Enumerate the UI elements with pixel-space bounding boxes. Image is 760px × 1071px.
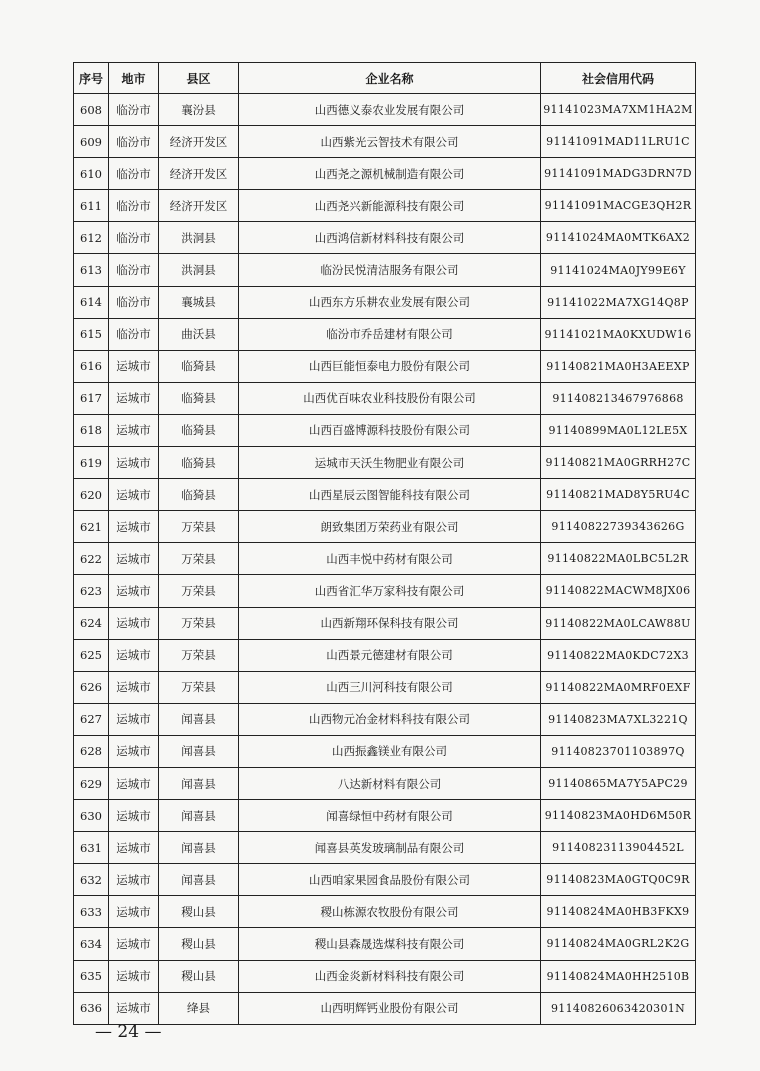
cell-county: 万荣县	[159, 607, 239, 639]
cell-credit-code: 91140824MA0HB3FKX9	[541, 896, 696, 928]
cell-city: 临汾市	[109, 318, 159, 350]
cell-credit-code: 91140822MA0KDC72X3	[541, 639, 696, 671]
cell-serial-number: 609	[74, 126, 109, 158]
table-row	[74, 414, 696, 446]
cell-county: 临猗县	[159, 350, 239, 382]
cell-serial-number: 634	[74, 928, 109, 960]
cell-serial-number: 616	[74, 350, 109, 382]
table-row	[74, 511, 696, 543]
cell-serial-number: 614	[74, 286, 109, 318]
header-credit-code: 社会信用代码	[541, 63, 696, 94]
cell-serial-number: 631	[74, 832, 109, 864]
cell-credit-code: 91141024MA0MTK6AX2	[541, 222, 696, 254]
cell-serial-number: 623	[74, 575, 109, 607]
table-row	[74, 286, 696, 318]
cell-credit-code: 91140821MA0H3AEEXP	[541, 350, 696, 382]
cell-serial-number: 617	[74, 382, 109, 414]
table-row	[74, 767, 696, 799]
cell-company-name: 山西新翔环保科技有限公司	[239, 607, 541, 639]
enterprise-table	[73, 62, 696, 1025]
table-row	[74, 254, 696, 286]
table-row	[74, 703, 696, 735]
cell-company-name: 山西星辰云图智能科技有限公司	[239, 479, 541, 511]
table-row	[74, 158, 696, 190]
cell-credit-code: 911408213467976868	[541, 382, 696, 414]
cell-credit-code: 91141091MACGE3QH2R	[541, 190, 696, 222]
table-row	[74, 928, 696, 960]
cell-credit-code: 91140823113904452L	[541, 832, 696, 864]
cell-county: 经济开发区	[159, 158, 239, 190]
cell-county: 经济开发区	[159, 190, 239, 222]
table-row	[74, 543, 696, 575]
cell-serial-number: 610	[74, 158, 109, 190]
cell-company-name: 朗致集团万荣药业有限公司	[239, 511, 541, 543]
cell-company-name: 山西景元德建材有限公司	[239, 639, 541, 671]
cell-county: 绛县	[159, 992, 239, 1024]
cell-county: 闻喜县	[159, 864, 239, 896]
cell-serial-number: 612	[74, 222, 109, 254]
cell-company-name: 山西鸿信新材料科技有限公司	[239, 222, 541, 254]
cell-credit-code: 91140826063420301N	[541, 992, 696, 1024]
cell-company-name: 闻喜绿恒中药材有限公司	[239, 800, 541, 832]
cell-credit-code: 91140899MA0L12LE5X	[541, 414, 696, 446]
cell-serial-number: 624	[74, 607, 109, 639]
cell-county: 曲沃县	[159, 318, 239, 350]
cell-company-name: 临汾市乔岳建材有限公司	[239, 318, 541, 350]
cell-company-name: 山西尧兴新能源科技有限公司	[239, 190, 541, 222]
cell-serial-number: 626	[74, 671, 109, 703]
cell-county: 稷山县	[159, 960, 239, 992]
cell-county: 闻喜县	[159, 800, 239, 832]
cell-credit-code: 91141091MAD11LRU1C	[541, 126, 696, 158]
cell-credit-code: 91140821MA0GRRH27C	[541, 447, 696, 479]
cell-city: 临汾市	[109, 254, 159, 286]
cell-county: 洪洞县	[159, 254, 239, 286]
cell-county: 万荣县	[159, 671, 239, 703]
cell-company-name: 临汾民悦清洁服务有限公司	[239, 254, 541, 286]
cell-credit-code: 91141023MA7XM1HA2M	[541, 94, 696, 126]
cell-city: 运城市	[109, 735, 159, 767]
cell-serial-number: 636	[74, 992, 109, 1024]
cell-company-name: 山西物元冶金材料科技有限公司	[239, 703, 541, 735]
table-row	[74, 671, 696, 703]
cell-city: 临汾市	[109, 222, 159, 254]
table-row	[74, 382, 696, 414]
table-row	[74, 350, 696, 382]
header-serial-number: 序号	[74, 63, 109, 94]
cell-county: 稷山县	[159, 928, 239, 960]
cell-city: 运城市	[109, 575, 159, 607]
cell-city: 运城市	[109, 479, 159, 511]
header-city: 地市	[109, 63, 159, 94]
table-row	[74, 735, 696, 767]
cell-company-name: 运城市天沃生物肥业有限公司	[239, 447, 541, 479]
cell-credit-code: 91141021MA0KXUDW16	[541, 318, 696, 350]
cell-county: 闻喜县	[159, 703, 239, 735]
cell-city: 临汾市	[109, 158, 159, 190]
cell-serial-number: 613	[74, 254, 109, 286]
cell-company-name: 山西巨能恒泰电力股份有限公司	[239, 350, 541, 382]
table-row	[74, 447, 696, 479]
cell-serial-number: 635	[74, 960, 109, 992]
table-row	[74, 639, 696, 671]
cell-company-name: 山西丰悦中药材有限公司	[239, 543, 541, 575]
cell-city: 运城市	[109, 960, 159, 992]
cell-county: 万荣县	[159, 543, 239, 575]
cell-company-name: 山西尧之源机械制造有限公司	[239, 158, 541, 190]
cell-county: 万荣县	[159, 575, 239, 607]
cell-company-name: 稷山栋源农牧股份有限公司	[239, 896, 541, 928]
cell-serial-number: 611	[74, 190, 109, 222]
cell-credit-code: 91140822MA0LBC5L2R	[541, 543, 696, 575]
cell-credit-code: 91140823MA0HD6M50R	[541, 800, 696, 832]
cell-credit-code: 91140821MAD8Y5RU4C	[541, 479, 696, 511]
cell-city: 临汾市	[109, 286, 159, 318]
cell-serial-number: 632	[74, 864, 109, 896]
cell-credit-code: 91141024MA0JY99E6Y	[541, 254, 696, 286]
cell-county: 闻喜县	[159, 832, 239, 864]
cell-company-name: 闻喜县英发玻璃制品有限公司	[239, 832, 541, 864]
table-row	[74, 94, 696, 126]
cell-serial-number: 615	[74, 318, 109, 350]
table-row	[74, 832, 696, 864]
cell-city: 运城市	[109, 992, 159, 1024]
cell-county: 万荣县	[159, 639, 239, 671]
cell-county: 临猗县	[159, 382, 239, 414]
cell-company-name: 山西紫光云智技术有限公司	[239, 126, 541, 158]
cell-city: 运城市	[109, 350, 159, 382]
cell-city: 运城市	[109, 671, 159, 703]
table-row	[74, 190, 696, 222]
cell-company-name: 山西金炎新材料科技有限公司	[239, 960, 541, 992]
cell-city: 运城市	[109, 639, 159, 671]
cell-county: 万荣县	[159, 511, 239, 543]
cell-serial-number: 621	[74, 511, 109, 543]
table-body	[74, 94, 696, 1025]
cell-city: 运城市	[109, 703, 159, 735]
cell-serial-number: 627	[74, 703, 109, 735]
cell-company-name: 稷山县森晟选煤科技有限公司	[239, 928, 541, 960]
cell-credit-code: 91140824MA0HH2510B	[541, 960, 696, 992]
cell-company-name: 山西振鑫镁业有限公司	[239, 735, 541, 767]
cell-county: 襄汾县	[159, 94, 239, 126]
cell-company-name: 山西省汇华万家科技有限公司	[239, 575, 541, 607]
cell-city: 运城市	[109, 447, 159, 479]
enterprise-list-sheet	[73, 62, 696, 1025]
cell-credit-code: 91140822MACWM8JX06	[541, 575, 696, 607]
cell-serial-number: 619	[74, 447, 109, 479]
cell-company-name: 山西咱家果园食品股份有限公司	[239, 864, 541, 896]
cell-company-name: 八达新材料有限公司	[239, 767, 541, 799]
header-county: 县区	[159, 63, 239, 94]
cell-county: 临猗县	[159, 447, 239, 479]
cell-city: 运城市	[109, 414, 159, 446]
cell-serial-number: 630	[74, 800, 109, 832]
table-row	[74, 126, 696, 158]
cell-county: 闻喜县	[159, 767, 239, 799]
cell-credit-code: 91140824MA0GRL2K2G	[541, 928, 696, 960]
table-header-row	[74, 63, 696, 94]
cell-county: 洪洞县	[159, 222, 239, 254]
table-row	[74, 575, 696, 607]
cell-county: 经济开发区	[159, 126, 239, 158]
cell-city: 运城市	[109, 511, 159, 543]
table-row	[74, 607, 696, 639]
cell-city: 运城市	[109, 896, 159, 928]
table-row	[74, 864, 696, 896]
cell-county: 临猗县	[159, 479, 239, 511]
cell-credit-code: 91140822739343626G	[541, 511, 696, 543]
cell-city: 运城市	[109, 864, 159, 896]
cell-company-name: 山西德义泰农业发展有限公司	[239, 94, 541, 126]
cell-serial-number: 608	[74, 94, 109, 126]
cell-city: 运城市	[109, 767, 159, 799]
cell-county: 临猗县	[159, 414, 239, 446]
cell-credit-code: 91141091MADG3DRN7D	[541, 158, 696, 190]
cell-company-name: 山西明辉钙业股份有限公司	[239, 992, 541, 1024]
table-row	[74, 318, 696, 350]
table-row	[74, 960, 696, 992]
cell-serial-number: 633	[74, 896, 109, 928]
cell-credit-code: 91141022MA7XG14Q8P	[541, 286, 696, 318]
cell-city: 运城市	[109, 543, 159, 575]
table-row	[74, 992, 696, 1024]
cell-city: 临汾市	[109, 94, 159, 126]
cell-city: 运城市	[109, 382, 159, 414]
table-row	[74, 222, 696, 254]
page-number: — 24 —	[95, 1022, 162, 1042]
cell-company-name: 山西优百味农业科技股份有限公司	[239, 382, 541, 414]
cell-serial-number: 628	[74, 735, 109, 767]
cell-city: 临汾市	[109, 190, 159, 222]
cell-serial-number: 618	[74, 414, 109, 446]
cell-credit-code: 91140822MA0MRF0EXF	[541, 671, 696, 703]
table-row	[74, 479, 696, 511]
cell-county: 闻喜县	[159, 735, 239, 767]
cell-serial-number: 622	[74, 543, 109, 575]
cell-city: 临汾市	[109, 126, 159, 158]
cell-city: 运城市	[109, 607, 159, 639]
cell-credit-code: 91140823701103897Q	[541, 735, 696, 767]
cell-city: 运城市	[109, 800, 159, 832]
cell-county: 稷山县	[159, 896, 239, 928]
cell-company-name: 山西三川河科技有限公司	[239, 671, 541, 703]
cell-company-name: 山西东方乐耕农业发展有限公司	[239, 286, 541, 318]
table-row	[74, 896, 696, 928]
cell-credit-code: 91140822MA0LCAW88U	[541, 607, 696, 639]
cell-company-name: 山西百盛博源科技股份有限公司	[239, 414, 541, 446]
cell-credit-code: 91140865MA7Y5APC29	[541, 767, 696, 799]
cell-serial-number: 620	[74, 479, 109, 511]
table-row	[74, 800, 696, 832]
header-company-name: 企业名称	[239, 63, 541, 94]
cell-city: 运城市	[109, 928, 159, 960]
cell-serial-number: 629	[74, 767, 109, 799]
cell-city: 运城市	[109, 832, 159, 864]
cell-serial-number: 625	[74, 639, 109, 671]
cell-county: 襄城县	[159, 286, 239, 318]
cell-credit-code: 91140823MA0GTQ0C9R	[541, 864, 696, 896]
cell-credit-code: 91140823MA7XL3221Q	[541, 703, 696, 735]
